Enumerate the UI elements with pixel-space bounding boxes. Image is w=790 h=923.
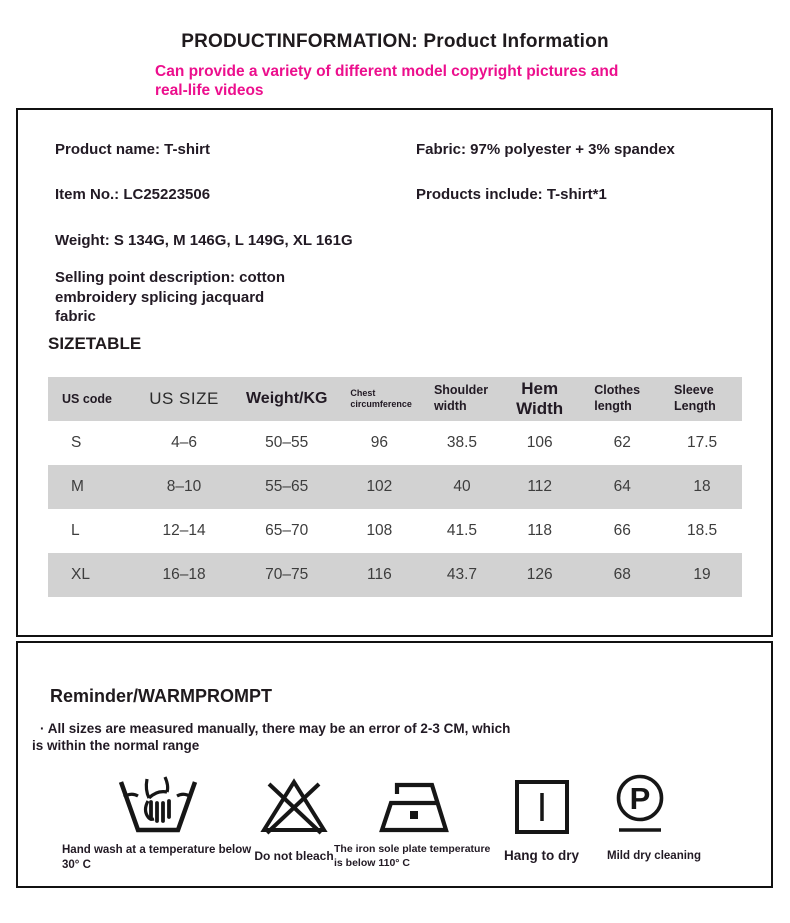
col-header-us-size: US SIZE [149,389,219,408]
col-header-us-code: US code [62,392,113,406]
care-item-hang-to-dry [494,771,589,865]
cell: XL [71,566,90,583]
care-item-hand-wash [62,771,252,873]
cell: 4–6 [171,434,197,451]
reminder-heading: Reminder/WARMPROMPT [50,686,273,706]
size-table-heading: SIZETABLE [48,334,142,353]
size-table [48,377,742,597]
cell: 126 [526,566,553,583]
cell: 64 [613,478,631,495]
care-item-do-not-bleach [244,771,344,865]
cell: 55–65 [265,478,309,495]
col-header-sleeve: Sleeve Length [674,383,716,413]
col-header-shoulder: Shoulder width [433,383,489,413]
product-info-box [16,108,773,637]
care-label: Hand wash at a temperature below 30° C [62,844,252,871]
cell: 16–18 [162,566,206,583]
cell: 116 [367,566,392,583]
page-title: PRODUCTINFORMATION: Product Information [181,31,609,52]
cell: 8–10 [166,478,202,495]
care-label: The iron sole plate temperature is below 110° C [334,843,491,869]
cell: 112 [527,478,553,495]
care-label: Hang to dry [503,848,579,863]
svg-text:P: P [629,781,651,816]
size-table-header-row [48,377,742,421]
cell: M [71,478,84,495]
cell: 70–75 [265,566,309,583]
cell: 18 [693,478,711,495]
cell: 43.7 [446,566,478,583]
page-subtitle: Can provide a variety of different model copyright pictures and real-life videos [155,63,619,99]
cell: 96 [370,434,388,451]
reminder-note: · All sizes are measured manually, there may be an error of 2-3 CM, which is within the normal range [32,721,511,753]
care-label: Mild dry cleaning [607,850,701,862]
cell: 18.5 [686,522,718,539]
products-include-field: Products include: T-shirt*1 [416,186,607,203]
table-row-xl [48,553,742,597]
cell: 108 [366,522,393,539]
cell: 50–55 [265,434,309,451]
cell: 62 [613,434,631,451]
cell: L [71,522,80,539]
selling-point-field: Selling point description: cotton embroidery splicing jacquard fabric [55,269,285,325]
hand-wash-icon [62,771,252,835]
cell: 41.5 [446,522,478,539]
cell: 12–14 [162,522,206,539]
weight-field: Weight: S 134G, M 146G, L 149G, XL 161G [55,232,353,249]
cell: S [71,434,82,451]
cell: 40 [453,478,471,495]
cell: 102 [366,478,393,495]
item-no-field: Item No.: LC25223506 [55,186,211,203]
fabric-field: Fabric: 97% polyester + 3% spandex [416,141,675,158]
col-header-weight: Weight/KG [245,390,328,407]
cell: 68 [613,566,631,583]
table-row-l [48,509,742,553]
care-item-dry-cleaning [598,771,710,864]
mild-dry-cleaning-icon [598,771,710,835]
table-row-s [48,421,742,465]
cell: 38.5 [446,434,478,451]
care-instructions-box [16,641,773,888]
col-header-clothes: Clothes length [594,383,641,413]
iron-below-110-icon [334,771,496,835]
cell: 66 [613,522,631,539]
care-label: Do not bleach [254,849,334,863]
product-name-field: Product name: T-shirt [55,141,211,158]
col-header-hem: Hem Width [516,379,564,418]
table-row-m [48,465,742,509]
do-not-bleach-icon [244,771,344,835]
col-header-chest: Chest circumference [350,387,412,409]
cell: 118 [527,522,553,539]
hang-to-dry-icon [494,771,589,835]
cell: 65–70 [265,522,309,539]
cell: 19 [693,566,711,583]
cell: 106 [526,434,553,451]
care-item-iron [334,771,496,870]
cell: 17.5 [686,434,718,451]
care-icons-row [18,771,771,879]
